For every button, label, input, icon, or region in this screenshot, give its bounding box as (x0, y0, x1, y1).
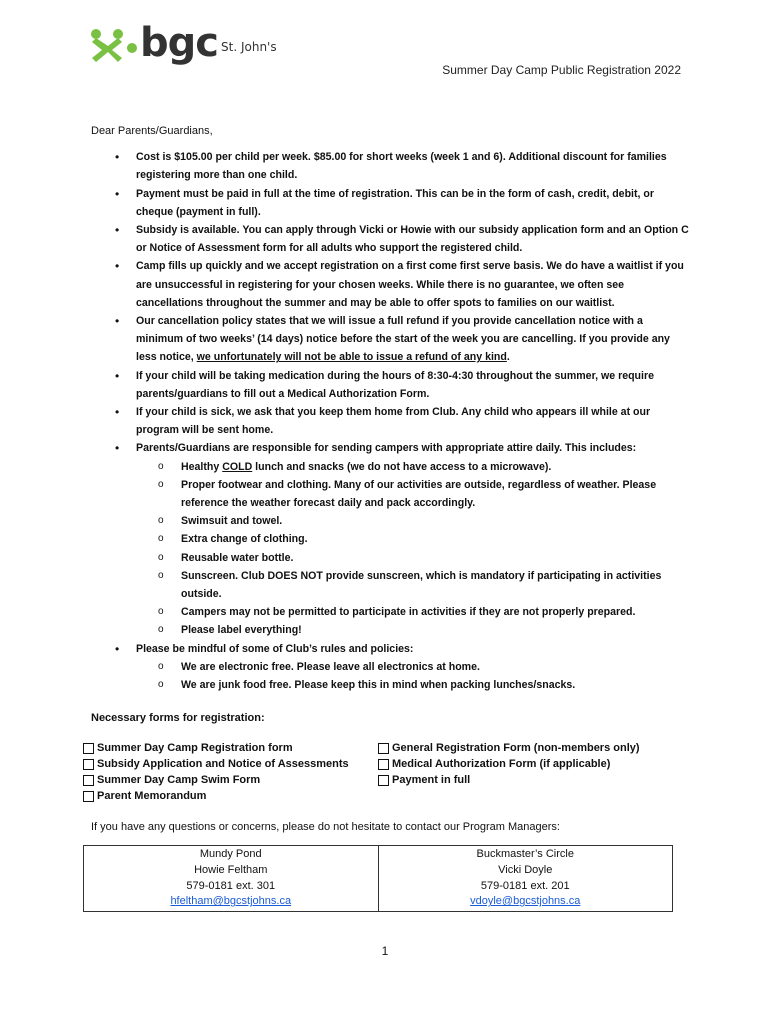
lunch-text: Healthy (181, 460, 223, 473)
bullet-medication: • If your child will be taking medication during the hours of 8:30-4:30 throughout the summer, we require parents/guardians to fill out a Medical Authorization Form. (91, 367, 691, 403)
cancellation-no-refund: we unfortunately will not be able to issue a refund of any kind (196, 351, 507, 364)
logo-subtitle: St. John's (221, 40, 277, 54)
form-item (378, 740, 640, 756)
forms-checklist-right (378, 740, 640, 788)
form-label: Payment in full (392, 774, 471, 786)
checkbox[interactable] (378, 743, 389, 754)
contact-cell-mundy-pond (84, 846, 379, 912)
checkbox[interactable] (83, 791, 94, 802)
form-label: Medical Authorization Form (if applicable) (392, 758, 611, 770)
attire-clothing: o Extra change of clothing. (136, 530, 691, 548)
attire-swimsuit: o Swimsuit and towel. (136, 512, 691, 530)
form-label: Summer Day Camp Registration form (97, 742, 293, 754)
bullet-waitlist: • Camp fills up quickly and we accept registration on a first come first serve basis. We do have a waitlist if you are unsuccessful in registering for your chosen weeks. While there is no guarantee, we often see cancellations throughout the summer and may be able to offer spots to families on our waitlist. (91, 257, 691, 312)
form-item (83, 772, 349, 788)
lunch-text-end: lunch and snacks (we do not have access to a microwave). (252, 460, 552, 473)
table-row (84, 846, 673, 912)
letter-body (91, 122, 691, 694)
attire-sunscreen: o Sunscreen. Club DOES NOT provide sunscreen, which is mandatory if participating in activities outside. (136, 567, 691, 603)
bullet-rules (91, 640, 691, 695)
bullet-subsidy: • Subsidy is available. You can apply through Vicki or Howie with our subsidy application form and an Option C or Notice of Assessment form for all adults who support the registered child. (91, 221, 691, 257)
form-item (378, 772, 640, 788)
form-label: General Registration Form (non-members only) (392, 742, 640, 754)
form-label: Subsidy Application and Notice of Assessments (97, 758, 349, 770)
form-item (83, 756, 349, 772)
contact-cell-buckmasters-circle (378, 846, 673, 912)
cancellation-text: Our cancellation policy states that we will issue a full refund if you provide cancellation notice with a minimum of two weeks’ (14 days) notice before the start of the week you are cancelling. If you provide any less notice, (136, 315, 670, 364)
form-label: Parent Memorandum (97, 790, 207, 802)
contact-phone: 579-0181 ext. 301 (186, 879, 276, 892)
bgc-people-icon (88, 28, 140, 68)
forms-heading: Necessary forms for registration: (91, 712, 265, 724)
logo-wordmark: bgc (140, 20, 218, 66)
bullet-cost: • Cost is $105.00 per child per week. $85.00 for short weeks (week 1 and 6). Additional discount for families registering more than one child. (91, 148, 691, 184)
contact-note: If you have any questions or concerns, please do not hesitate to contact our Program Managers: (91, 821, 560, 833)
form-item (378, 756, 640, 772)
rules-text: Please be mindful of some of Club’s rules and policies: (136, 642, 414, 655)
attire-sublist (136, 458, 691, 640)
checkbox[interactable] (83, 759, 94, 770)
bullet-list (91, 148, 691, 694)
contact-name: Vicki Doyle (498, 863, 553, 876)
document-title: Summer Day Camp Public Registration 2022 (442, 63, 681, 77)
contact-name: Howie Feltham (194, 863, 268, 876)
page-number: 1 (381, 944, 389, 958)
attire-footwear: o Proper footwear and clothing. Many of our activities are outside, regardless of weather. Please reference the weather forecast daily and pack accordingly. (136, 476, 691, 512)
contact-location: Buckmaster’s Circle (476, 848, 574, 860)
rule-junk-food: o We are junk food free. Please keep this in mind when packing lunches/snacks. (136, 676, 691, 694)
greeting: Dear Parents/Guardians, (91, 125, 213, 137)
bullet-attire (91, 439, 691, 639)
form-item (83, 788, 349, 804)
checkbox[interactable] (83, 775, 94, 786)
lunch-cold: COLD (222, 460, 253, 473)
bgc-logo (88, 20, 298, 78)
attire-water-bottle: o Reusable water bottle. (136, 549, 691, 567)
bullet-sick: • If your child is sick, we ask that you keep them home from Club. Any child who appears ill while at our program will be sent home. (91, 403, 691, 439)
attire-label: o Please label everything! (136, 621, 691, 639)
bullet-cancellation (91, 312, 691, 367)
checkbox[interactable] (378, 759, 389, 770)
rules-sublist (136, 658, 691, 694)
contacts-table (83, 845, 673, 912)
contact-location: Mundy Pond (199, 848, 262, 860)
checkbox[interactable] (83, 743, 94, 754)
attire-prepared: o Campers may not be permitted to participate in activities if they are not properly prepared. (136, 603, 691, 621)
contact-email-link[interactable]: hfeltham@bgcstjohns.ca (170, 895, 292, 908)
attire-text: Parents/Guardians are responsible for sending campers with appropriate attire daily. This includes: (136, 442, 637, 455)
contact-phone: 579-0181 ext. 201 (480, 879, 570, 892)
attire-lunch (136, 458, 691, 476)
cancellation-end: . (506, 351, 510, 364)
contact-email-link[interactable]: vdoyle@bgcstjohns.ca (470, 895, 581, 908)
form-item (83, 740, 349, 756)
checkbox[interactable] (378, 775, 389, 786)
rule-electronics: o We are electronic free. Please leave all electronics at home. (136, 658, 691, 676)
forms-checklist-left (83, 740, 349, 804)
form-label: Summer Day Camp Swim Form (97, 774, 261, 786)
bullet-payment: • Payment must be paid in full at the time of registration. This can be in the form of cash, credit, debit, or cheque (payment in full). (91, 185, 691, 221)
